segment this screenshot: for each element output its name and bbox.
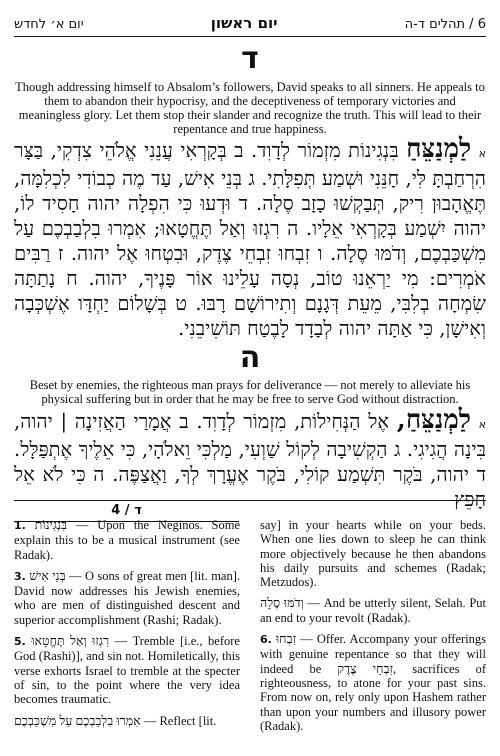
psalm-4-verses: בִּנְגִינוֹת מִזְמוֹר לְדָוִד. ב בְּקָרְאִי עֲנֵנִי אֱלֹהֵי צִדְקִי, בַּצָּר הִרְחַבְתָּ לִּי, חָנֵּנִי וּשְׁמַע תְּפִלָּתִי. ג בְּנֵי אִישׁ, עַד מֶה כְבוֹדִי לִכְלִמָּה, תֶּאֱהָבוּן רִיק, תְּבַקְשׁוּ כָזָב סֶלָה. ד וּדְעוּ כִּי הִפְלָה יהוה חָסִיד לוֹ, יהוה יִשְׁמַע בְּקָרְאִי אֵלָיו. ה רִגְזוּ וְאַל תֶּחֱטָאוּ; אִמְרוּ בִלְבַבְכֶם עַל מִשְׁכַּבְכֶם, וְדֹמּוּ סֶלָה. ו זִבְחוּ זִבְחֵי צֶדֶק, וּבִטְחוּ אֶל יהוה. ז רַבִּים אֹמְרִים: מִי יַרְאֵנוּ טוֹב, נְסָה עָלֵינוּ אוֹר פָּנֶיךָ, יהוה. ח נָתַתָּה שִׂמְחָה בְלִבִּי, מֵעֵת דְּגָנָם וְתִירוֹשָׁם רָבּוּ. ט בְּשָׁלוֹם יַחְדָּו אֶשְׁכְּבָה וְאִישָׁן, כִּי אַתָּה יהוה לְבָדָד לָבֶטַח תּוֹשִׁיבֵנִי. [14, 139, 486, 340]
commentary-divider [14, 500, 486, 501]
note: וְדֹמּוּ סֶלָה — And be utterly silent, Selah. Put an end to your revolt (Radak). [260, 596, 487, 625]
header-center: יום ראשון [210, 14, 278, 32]
note: say] in your hearts while on your beds. When one lies down to sleep he can think more objectively because he then abandons his daily pursuits and schemes (Radak; Metzudos). [260, 518, 486, 590]
psalm-5-verses: אֶל הַנְּחִילוֹת, מִזְמוֹר לְדָוִד. ב אֲמָרַי הַאֲזִינָה | יהוה, בִּינָה הֲגִיגִי. ג הַקְשִׁיבָה לְקוֹל שַׁוְעִי, מַלְכִּי וֵאלֹהָי, כִּי אֵלֶיךָ אֶתְפַּלָּל. ד יהוה, בֹּקֶר תִּשְׁמַע קוֹלִי, בֹּקֶר אֶעֱרָךְ לְךָ, וַאֲצַפֶּה. ה כִּי לֹא אֵל חָפֵץ [14, 410, 486, 511]
verse-marker: א [478, 418, 486, 431]
header-left: יום א׳ לחדש [14, 17, 84, 32]
psalm-4-text [14, 134, 487, 341]
page-header [14, 6, 486, 37]
note: 1. בִּנְגִינוֹת — Upon the Neginos. Some explain this to be a musical instrument (see Radak). [14, 518, 240, 562]
note: 5. רִגְזוּ וְאַל תֶּחֱטָאוּ — Tremble [i.e., before God (Rashi)], and sin not. Homiletically, this verse exhorts Israel to tremble at the specter of sin, to the point where the very idea becomes traumatic. [14, 634, 240, 707]
commentary-left-column [14, 518, 240, 735]
psalm-5-letter: ה [239, 340, 261, 375]
psalm-4-opening-word: לַמְנַצֵּחַ [406, 134, 472, 164]
header-right: 6 / תהלים ד-ה [404, 17, 486, 32]
verse-marker: א [478, 147, 487, 160]
psalm-5-opening-word: לַמְנַצֵּחַ, [396, 405, 471, 435]
psalm-5-text [14, 405, 486, 512]
psalm-5-intro: Beset by enemies, the righteous man prays for deliverance — not merely to alleviate his physical suffering but in order that he may be free to serve God without distraction. [29, 378, 471, 406]
psalm-4-intro: Though addressing himself to Absalom’s followers, David speaks to all sinners. He appeals to them to abandon their hypocrisy, and the deceptiveness of temporary victories and meaningless glory. Let them stop their slander and recognize the truth. This will lead to their repentance and true happiness. [15, 80, 485, 136]
note: אִמְרוּ בִלְבַבְכֶם עַל מִשְׁכַּבְכֶם — Reflect [lit. [14, 713, 217, 728]
note: 3. בְּנֵי אִישׁ — O sons of great men [lit. man]. David now addresses his Jewish enemies, who are men of distinguished descent and superior accomplishment (Rashi; Radak). [14, 568, 241, 627]
psalm-4-letter: ד [241, 41, 259, 76]
commentary-right-column [260, 518, 486, 740]
note: 6. זִבְחוּ — Offer. Accompany your offerings with genuine repentance so that they will indeed be זִבְחֵי צֶדֶק, sacrifices of righteousness, to atone for your past sins. From now on, rely only upon Hashem rather than upon your numbers and illusory power (Radak). [260, 632, 486, 733]
commentary-title: 4 / ד [14, 503, 239, 522]
